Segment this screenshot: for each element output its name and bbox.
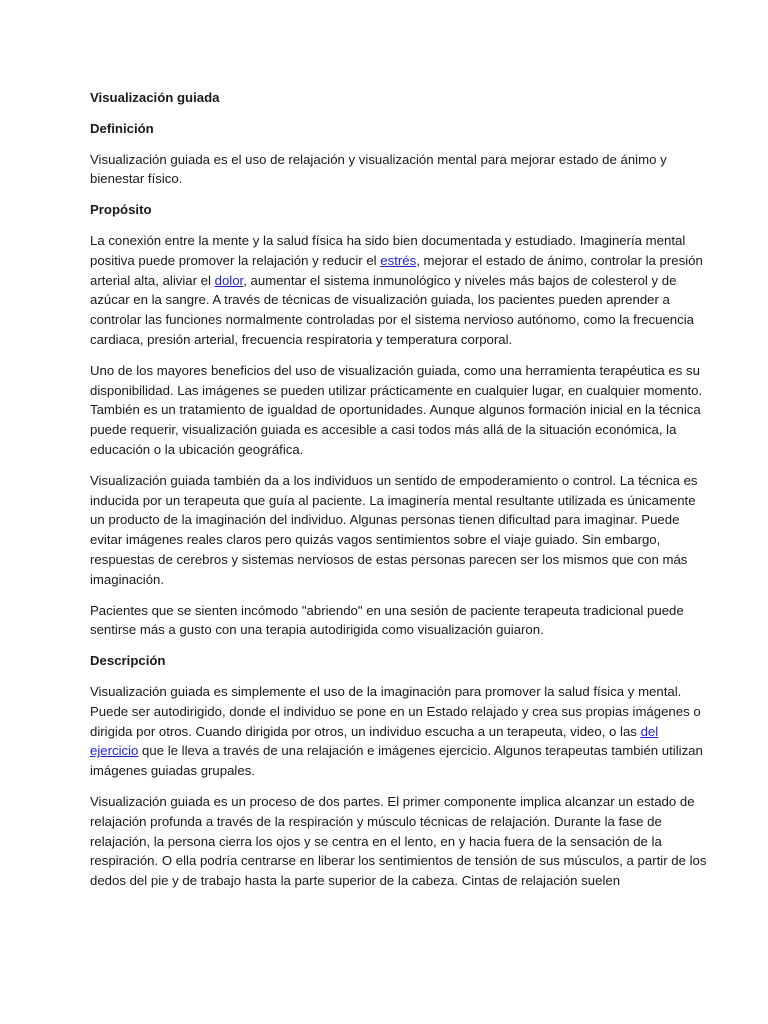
paragraph-definicion: Visualización guiada es el uso de relajación y visualización mental para mejorar estado de ánimo y bienestar físico. — [90, 151, 667, 187]
paragraph-text: que le lleva a través de una relajación e imágenes ejercicio. Algunos terapeutas también utilizan imágenes guiadas grupales. — [90, 743, 703, 779]
paragraph-text: , mejorar el estado de ánimo, controlar la presión arterial alta, aliviar el — [90, 252, 703, 288]
paragraph-proposito-1 — [90, 231, 708, 350]
section-heading-descripcion: Descripción — [90, 653, 166, 669]
document-title: Visualización guiada — [90, 90, 220, 105]
paragraph-descripcion-1 — [90, 682, 708, 781]
paragraph-text: Visualización guiada es simplemente el uso de la imaginación para promover la salud física y mental. Puede ser autodirigido, donde el individuo se pone en un Estado relajado y crea sus propias imágenes o dirigida por otros. Cuando dirigida por otros, un individuo escucha a un terapeuta, video, o las — [90, 683, 701, 739]
link-estres[interactable]: estrés — [380, 252, 417, 268]
paragraph-proposito-4: Pacientes que se sienten incómodo "abriendo" en una sesión de paciente terapeuta tradicional puede sentirse más a gusto con una terapia autodirigida como visualización guiaron. — [90, 602, 684, 638]
link-del-ejercicio[interactable]: del ejercicio — [90, 723, 659, 759]
paragraph-descripcion-2: Visualización guiada es un proceso de dos partes. El primer componente implica alcanzar un estado de relajación profunda a través de la respiración y músculo técnicas de relajación. Durante la fase de relajación, la persona cierra los ojos y se centra en el lento, en y hacia fuera de la sensación de la respiración. O ella podría centrarse en liberar los sentimientos de tensión de sus músculos, a partir de los dedos del pie y de trabajo hasta la parte superior de la cabeza. Cintas de relajación suelen — [90, 793, 707, 889]
section-heading-proposito: Propósito — [90, 202, 152, 218]
paragraph-text: , aumentar el sistema inmunológico y niveles más bajos de colesterol y de azúcar en la sangre. A través de técnicas de visualización guiada, los pacientes pueden aprender a controlar las funciones normalmente controladas por el sistema nervioso autónomo, como la frecuencia cardiaca, presión arterial, frecuencia respiratoria y temperatura corporal. — [90, 272, 695, 347]
section-heading-definicion: Definición — [90, 120, 154, 136]
link-dolor[interactable]: dolor — [214, 272, 244, 288]
paragraph-text: La conexión entre la mente y la salud física ha sido bien documentada y estudiado. Imaginería mental positiva puede promover la relajación y reducir el — [90, 232, 686, 268]
paragraph-proposito-3: Visualización guiada también da a los individuos un sentido de empoderamiento o control. La técnica es inducida por un terapeuta que guía al paciente. La imaginería mental resultante utilizada es únicamente un producto de la imaginación del individuo. Algunas personas tienen dificultad para imaginar. Puede evitar imágenes reales claros pero quizás vagos sentimientos sobre el viaje guiado. Sin embargo, respuestas de cerebros y sistemas nerviosos de estas personas parecen ser los mismos que con más imaginación. — [90, 472, 698, 587]
paragraph-proposito-2: Uno de los mayores beneficios del uso de visualización guiada, como una herramienta terapéutica es su disponibilidad. Las imágenes se pueden utilizar prácticamente en cualquier lugar, en cualquier momento. También es un tratamiento de igualdad de oportunidades. Aunque algunos formación inicial en la técnica puede requerir, visualización guiada es accesible a casi todos más allá de la situación económica, la educación o la ubicación geográfica. — [90, 362, 703, 457]
